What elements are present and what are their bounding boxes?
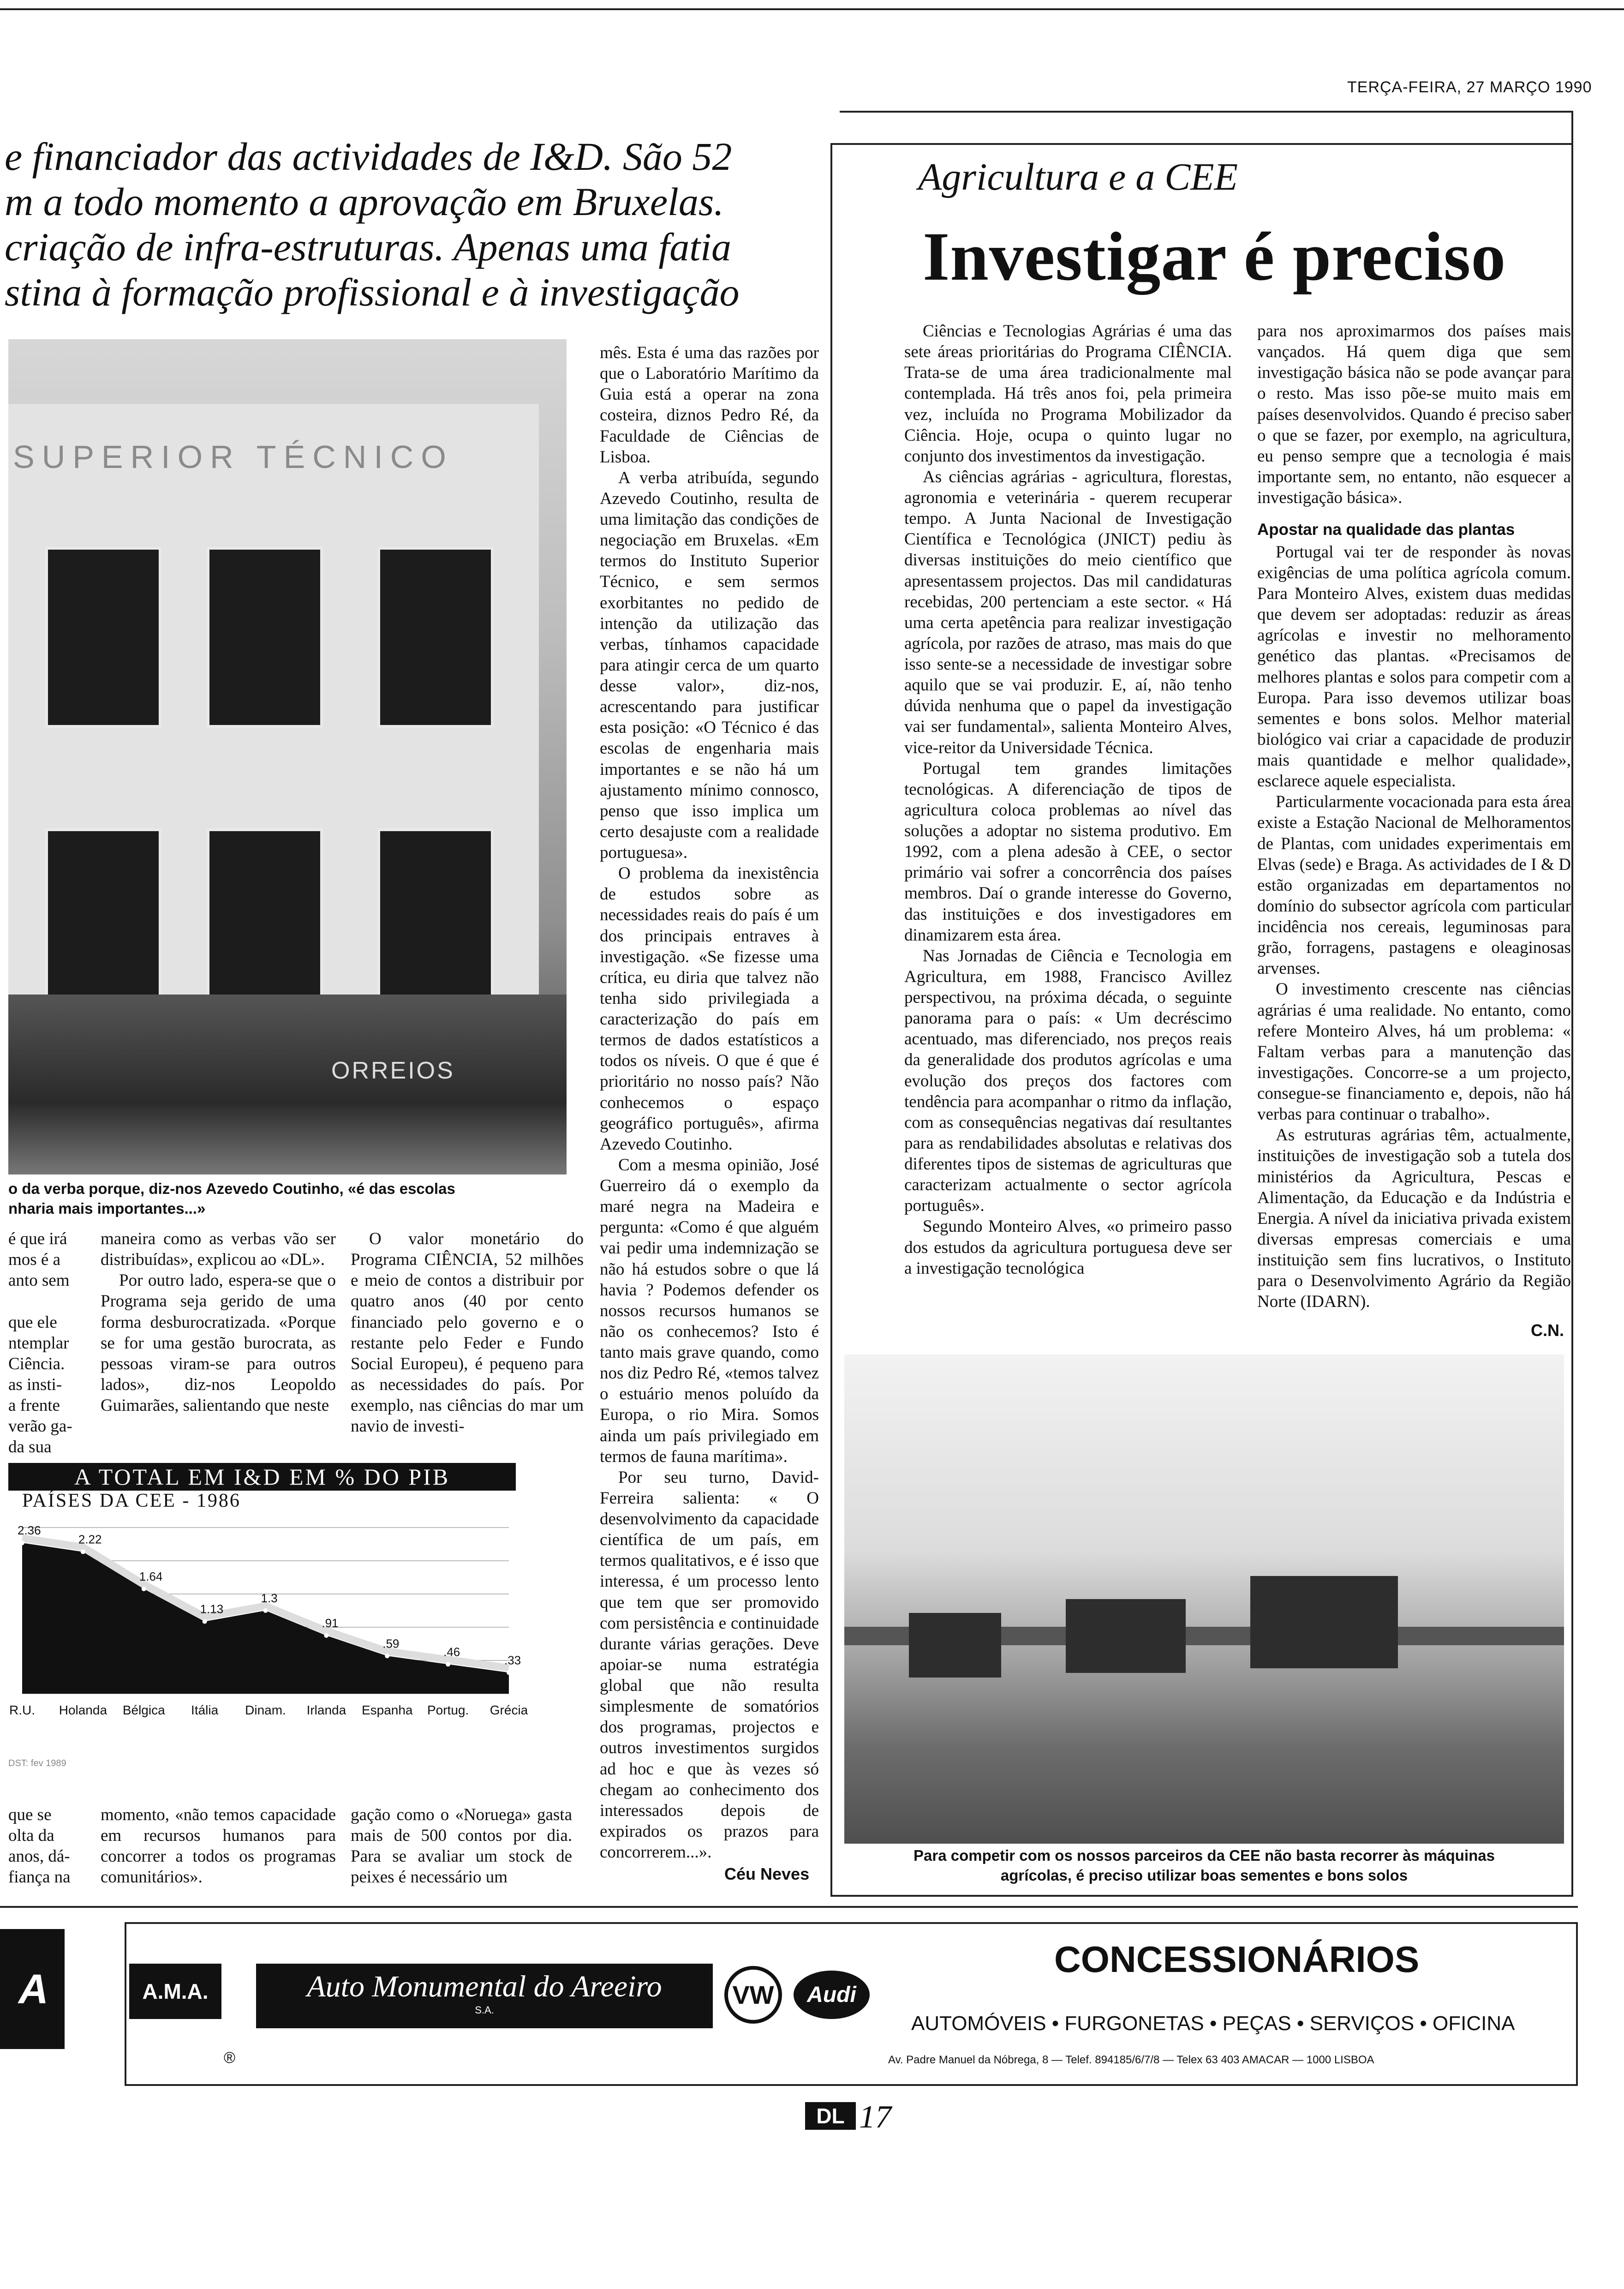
paragraph: mês. Esta é uma das razões por que o Laboratório Marítimo da Guia está a operar na zona costeira, diznos Pedro Ré, da Faculdade de Ciências de Lisboa. (600, 343, 819, 467)
audi-logo: Audi (794, 1971, 870, 2019)
ad-rule (0, 1906, 1578, 1908)
harvest-caption (844, 1846, 1564, 1886)
footer-logo: DL (805, 2102, 856, 2130)
paragraph: As estruturas agrárias têm, actualmente, instituições de investigação sob a tutela dos ministérios da Agricultura, Pescas e Alimentação, da Educação e da Indústria e Energia. A nível da iniciativa privada existem diversas empresas comerciais e uma instituição sem fins lucrativos, o Instituto para o Desenvolvimento Agrário da Região Norte (IDARN). (1257, 1126, 1571, 1312)
dealer-sa: S.A. (475, 2004, 494, 2016)
bottom-col-2: gação como o «Noruega» gasta mais de 500 contos por dia. Para se avaliar um stock de peixes é necessário um (351, 1805, 572, 1887)
chart-data-label: 1.64 (139, 1569, 163, 1583)
left-article-col-mid (101, 1228, 336, 1468)
building-photo (8, 339, 567, 1174)
chart-title: A TOTAL EM I&D EM % DO PIB (8, 1463, 516, 1491)
paragraph: Portugal tem grandes limitações tecnológicas. A diferenciação de tipos de agricultura coloca problemas ao nível das soluções a adoptar no sistema produtivo. Em 1992, com a plena adesão à CEE, o sector primário vai sofrer a concorrência dos países membros. Daí o grande interesse do Governo, das instituições e dos investigadores em dinamizarem esta área. (904, 759, 1232, 945)
paragraph: Particularmente vocacionada para esta área existe a Estação Nacional de Melhoramentos de Plantas, com unidades experimentais em Elvas (sede) e Braga. As actividades de I & D estão organizadas em departamentos no domínio do subsector agrícola com particular incidência nos cereais, leguminosas para grão, forragens, pastagens e oleaginosas arvenses. (1257, 792, 1571, 978)
subheading: Apostar na qualidade das plantas (1257, 521, 1515, 539)
window (207, 547, 323, 728)
chart-point (263, 1608, 268, 1613)
caption-line: nharia mais importantes...» (8, 1199, 206, 1217)
chart-tick-label: Holanda (59, 1703, 107, 1717)
window (45, 828, 161, 1019)
left-fragment-col: é que irá mos é a anto sem que ele ntemplar Ciência. as insti- a frente verão ga- da sua (8, 1229, 72, 1457)
paragraph: O valor monetário do Programa CIÊNCIA, 52 milhões e meio de contos a distribuir por quatro anos (40 por cento financiado pelo governo e o restante pelo Feder e Fundo Social Europeu), é pequeno para as necessidades do país. Por exemplo, nas ciências do mar um navio de investi- (351, 1229, 584, 1436)
chart-tick-label: Dinam. (245, 1703, 286, 1717)
paragraph: maneira como as verbas vão ser distribuídas», explicou ao «DL». (101, 1229, 336, 1270)
chart-tick-label: R.U. (9, 1703, 35, 1717)
chart-tick-label: Itália (191, 1703, 219, 1717)
paragraph: A verba atribuída, segundo Azevedo Coutinho, resulta de uma limitação das condições de negociação em Bruxelas. «Em termos do Instituto Superior Técnico, e sem sermos exorbitantes no pedido de intenção da utilização das verbas, tínhamos capacidade para atingir cerca de um quarto desse valor», diz-nos, acrescentando para justificar esta posição: «O Técnico é das escolas de engenharia mais importantes e se não há um ajustamento mínimo connosco, penso que isso implica um certo desajuste com a realidade portuguesa». (600, 468, 819, 862)
paragraph: Segundo Monteiro Alves, «o primeiro passo dos estudos da agricultura portuguesa deve ser a investigação tecnológica (904, 1217, 1232, 1278)
caption-line: agrícolas, é preciso utilizar boas sementes e bons solos (1000, 1866, 1408, 1884)
bottom-fragment: que se olta da anos, dá- fiança na (8, 1805, 71, 1887)
harvest-photo (844, 1354, 1564, 1844)
registered-mark: ® (224, 2049, 236, 2067)
combine-harvester (1250, 1576, 1398, 1668)
deck-line: m a todo momento a aprovação em Bruxelas. (5, 180, 724, 224)
window (45, 547, 161, 728)
chart-data-label: .91 (322, 1616, 339, 1630)
deck-line: e financiador das actividades de I&D. São 52 (5, 134, 732, 179)
deck-line: stina à formação profissional e à investigação (5, 270, 740, 315)
chart-point (446, 1662, 450, 1666)
left-photo-caption (8, 1179, 567, 1219)
paragraph: Portugal vai ter de responder às novas exigências de uma política agrícola comum. Para Monteiro Alves, existem duas medidas que devem ser adoptadas: reduzir as áreas agrícolas e investir no melhoramento genético das plantas. «Precisamos de melhores plantas e solos para competir com a Europa. Para isso devemos utilizar boas sementes e bons solos. Melhor material biológico vai criar a capacidade de produzir mais quantidade e melhor qualidade», esclarece aquele especialista. (1257, 542, 1571, 791)
window (377, 828, 494, 1019)
paragraph: O problema da inexistência de estudos sobre as necessidades reais do país é um dos principais entraves à investigação. «Se fizesse uma crítica, eu diria que talvez não tenha sido privilegiada a caracterização do país em termos de dados estatísticos a todos os níveis. O que é que é prioritário no nosso país? Não conhecemos o espaço geográfico português», afirma Azevedo Coutinho. (600, 864, 819, 1154)
chart-tick-label: Grécia (490, 1703, 528, 1717)
chart-panel (8, 1463, 528, 1786)
combine-harvester (1066, 1599, 1186, 1673)
chart-source: DST: fev 1989 (8, 1758, 66, 1768)
right-col-1 (904, 321, 1232, 1354)
right-col-2 (1257, 321, 1571, 1341)
chart-data-label: 1.13 (200, 1602, 224, 1616)
dealer-name: Auto Monumental do Areeiro (307, 1970, 662, 2003)
header-rule (840, 111, 1573, 113)
chart-area-series (22, 1543, 509, 1694)
top-rule (0, 8, 1624, 10)
bottom-col-1: momento, «não temos capacidade em recursos humanos para concorrer a todos os programas comunitários». (101, 1805, 336, 1887)
deck-line: criação de infra-estruturas. Apenas uma fatia (5, 225, 732, 270)
ad-services: AUTOMÓVEIS • FURGONETAS • PEÇAS • SERVIÇOS • OFICINA (911, 2012, 1515, 2035)
paragraph: Por outro lado, espera-se que o Programa seja gerido de uma forma desburocratizada. «Porque se for uma gestão burocrata, as pessoas viram-se para outros lados», diz-nos Leopoldo Guimarães, salientando que neste (101, 1271, 336, 1415)
caption-line: Para competir com os nossos parceiros da CEE não basta recorrer às máquinas (914, 1847, 1495, 1864)
chart-data-label: .46 (443, 1645, 460, 1659)
chart-point (385, 1654, 389, 1658)
ad-left-block (0, 1929, 65, 2049)
chart-tick-label: Portug. (427, 1703, 469, 1717)
chart-point (142, 1587, 146, 1591)
ad-address: Av. Padre Manuel da Nóbrega, 8 — Telef. 894185/6/7/8 — Telex 63 403 AMACAR — 1000 LISBOA (888, 2054, 1374, 2066)
window (377, 547, 494, 728)
ama-logo: A.M.A. (129, 1964, 221, 2019)
chart-point (324, 1633, 328, 1638)
chart-data-label: 2.22 (78, 1532, 102, 1546)
chart-point (203, 1619, 207, 1624)
chart-data-label: 2.36 (18, 1523, 41, 1538)
chart-tick-label: Espanha (361, 1703, 413, 1717)
left-article-col-right (600, 342, 819, 1893)
ad-title: CONCESSIONÁRIOS (1054, 1939, 1420, 1980)
paragraph: Nas Jornadas de Ciência e Tecnologia em Agricultura, em 1988, Francisco Avillez perspectivou, na próxima década, o seguinte panorama para o país: « Um decréscimo acentuado, mas diferenciado, nos preços reais da generalidade dos produtos agrícolas e uma evolução dos preços dos factores com tendência para acompanhar o ritmo da inflação, com as consequências negativas daí resultantes para as rendabilidades absolutas e relativas dos diferentes tipos de sistemas de agriculturas que caracterizam actualmente o sector agrícola português». (904, 946, 1232, 1216)
street-vehicles (8, 995, 567, 1174)
paragraph: para nos aproximarmos dos países mais vançados. Há quem diga que sem investigação básica não se pode avançar para o resto. Mas isso põe-se muito mais em países desenvolvidos. Quando é preciso saber o que se fazer, por exemplo, na agricultura, eu penso sempre que a tecnologia é mais importante sem, no entanto, não esquecer a investigação básica». (1257, 322, 1571, 507)
paragraph: O investimento crescente nas ciências agrárias é uma realidade. No entanto, como refere Monteiro Alves, há um problema: « Faltam verbas para a manutenção das investigações. Concorre-se a um projecto, consegue-se financiamento e, depois, não há verbas para continuar o trabalho». (1257, 980, 1571, 1124)
chart-data-label: 1.3 (261, 1591, 278, 1605)
vw-logo: VW (724, 1966, 782, 2024)
chart-subtitle: PAÍSES DA CEE - 1986 (22, 1490, 241, 1511)
chart-point (81, 1550, 85, 1554)
paragraph: Por seu turno, David-Ferreira salienta: « O desenvolvimento da capacidade científica de um país, em termos qualitativos, e é isso que interessa, é um processo lento que tem que ser promovido com persistência e continuidade durante várias gerações. Deve apoiar-se numa estratégia global que não resulta simplesmente de somatórios dos programas, projectos e outros investimentos surgidos ad hoc e que às vezes só chegam ao conhecimento dos interessados depois de expirados os prazos para concorrerem...». (600, 1468, 819, 1862)
signature: C.N. (1531, 1321, 1564, 1340)
left-article-col-mid2 (351, 1228, 584, 1468)
caption-line: o da verba porque, diz-nos Azevedo Coutinho, «é das escolas (8, 1180, 455, 1197)
chart-tick-label: Irlanda (306, 1703, 346, 1717)
left-byline: Céu Neves (724, 1864, 810, 1883)
chart-data-label: .33 (504, 1653, 521, 1667)
chart-tick-label: Bélgica (122, 1703, 165, 1717)
page-date: TERÇA-FEIRA, 27 MARÇO 1990 (1347, 78, 1592, 96)
headline: Investigar é preciso (923, 218, 1506, 295)
left-deck (5, 134, 826, 328)
dealer-name-block (256, 1964, 713, 2028)
chart-svg (8, 1518, 528, 1749)
ad-left-mark: A (18, 1966, 48, 2013)
page-number: 17 (859, 2099, 891, 2135)
truck-text: ORREIOS (331, 1057, 455, 1084)
kicker: Agricultura e a CEE (918, 156, 1238, 198)
chart-point (507, 1670, 511, 1675)
chart-data-label: .59 (382, 1636, 400, 1651)
paragraph: As ciências agrárias - agricultura, florestas, agronomia e veterinária - querem recuperar tempo. A Junta Nacional de Investigação Científica e Tecnológica (JNICT) pediu às diversas instituições do meio científico que apresentassem projectos. Das mil candidaturas recebidas, 200 pertenciam a este sector. « Há uma certa apetência para realizar investigação agrícola, por razões de atraso, mas mais do que isso sente-se a necessidade de investigar sobre aquilo que se vai produzir. E, aí, não tenho dúvida nenhuma que o papel da investigação vai ser fundamental», salienta Monteiro Alves, vice-reitor da Universidade Técnica. (904, 467, 1232, 757)
chart-point (20, 1540, 24, 1545)
building-sign: SUPERIOR TÉCNICO (13, 439, 454, 475)
paragraph: Com a mesma opinião, José Guerreiro dá o exemplo da maré negra na Madeira e pergunta: «Como é que alguém vai pedir uma indemnização se não há estudos sobre o que lá havia ? Podemos defender os nossos recursos humanos se não os conhecemos? Isto é tanto mais grave quando, como nos diz Pedro Ré, «temos talvez o estuário menos poluído da Europa, o rio Mira. Somos ainda um país privilegiado em termos de fauna marítima». (600, 1155, 819, 1466)
window (207, 828, 323, 1019)
paragraph: Ciências e Tecnologias Agrárias é uma das sete áreas prioritárias do Programa CIÊNCIA. Trata-se de uma área tradicionalmente mal contemplada. Há três anos foi, pela primeira vez, incluída no Programa Mobilizador da Ciência. Hoje, ocupa o quinto lugar no conjunto dos investimentos da investigação. (904, 322, 1232, 466)
combine-harvester (909, 1613, 1001, 1678)
